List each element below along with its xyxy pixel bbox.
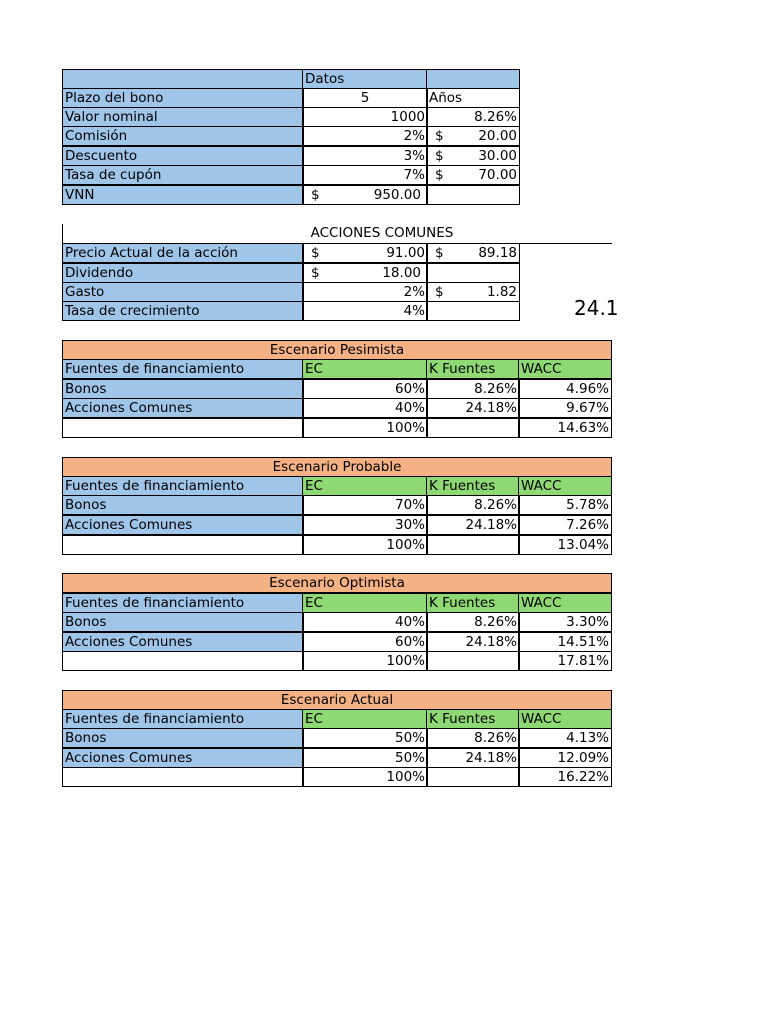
stock-label-gasto[interactable]: Gasto [62,282,304,302]
bond-extra-comision[interactable] [426,126,520,146]
bond-extra-plazo[interactable]: Años [426,88,520,108]
bond-value-plazo[interactable]: 5 [302,88,428,108]
stock-title: ACCIONES COMUNES [310,225,454,241]
currency-symbol: $ [435,167,444,183]
cell-ec[interactable]: 40% [302,612,428,632]
currency-symbol: $ [435,128,444,144]
total-wacc[interactable]: 13.04% [518,535,612,555]
cell-wacc[interactable]: 5.78% [518,495,612,515]
amount: 91.00 [386,245,425,261]
currency-symbol: $ [435,284,444,300]
cell-k[interactable]: 24.18% [426,748,520,768]
cell-k[interactable]: 8.26% [426,495,520,515]
cell-k[interactable]: 24.18% [426,515,520,535]
total-label-blank[interactable] [62,535,304,555]
col-header-k: K Fuentes [426,593,520,613]
stock-extra-dividendo[interactable] [426,263,520,283]
total-wacc[interactable]: 16.22% [518,767,612,787]
stock-extra-precio[interactable] [426,243,520,263]
currency-symbol: $ [311,245,320,261]
cell-k[interactable]: 24.18% [426,632,520,652]
currency-symbol: $ [435,148,444,164]
total-ec[interactable]: 100% [302,651,428,671]
amount: 20.00 [478,128,517,144]
total-ec[interactable]: 100% [302,535,428,555]
total-wacc[interactable]: 14.63% [518,418,612,438]
cell-k[interactable]: 24.18% [426,398,520,418]
bond-label-tasa-cupon[interactable]: Tasa de cupón [62,165,304,185]
col-header-k: K Fuentes [426,359,520,379]
bond-value-descuento[interactable]: 3% [302,146,428,166]
col-header-k: K Fuentes [426,476,520,496]
cell-wacc[interactable]: 12.09% [518,748,612,768]
stock-value-dividendo[interactable] [302,263,428,283]
col-header-wacc: WACC [518,709,612,729]
cell-wacc[interactable]: 4.13% [518,728,612,748]
scenario-title: Escenario Actual [62,690,612,710]
bond-label-valor-nominal[interactable]: Valor nominal [62,107,304,127]
cell-k[interactable]: 8.26% [426,728,520,748]
total-k-blank[interactable] [426,651,520,671]
col-header-ec: EC [302,593,428,613]
cell-ec[interactable]: 40% [302,398,428,418]
amount: 30.00 [478,148,517,164]
scenario-title: Escenario Pesimista [62,340,612,360]
amount: 950.00 [373,187,421,203]
amount: 89.18 [478,245,517,261]
bond-header-blank-2 [426,69,520,89]
stock-value-precio[interactable] [302,243,428,263]
bond-label-comision[interactable]: Comisión [62,126,304,146]
bond-header-blank [62,69,304,89]
bond-extra-tasa-cupon[interactable] [426,165,520,185]
row-label-acciones[interactable]: Acciones Comunes [62,515,304,535]
cost-of-equity-value[interactable]: 24.1 [574,296,619,320]
stock-label-dividendo[interactable]: Dividendo [62,263,304,283]
row-label-bonos[interactable]: Bonos [62,379,304,399]
row-label-acciones[interactable]: Acciones Comunes [62,398,304,418]
currency-symbol: $ [311,187,320,203]
col-header-ec: EC [302,476,428,496]
col-header-source: Fuentes de financiamiento [62,709,304,729]
bond-label-plazo[interactable]: Plazo del bono [62,88,304,108]
cell-ec[interactable]: 50% [302,748,428,768]
row-label-bonos[interactable]: Bonos [62,495,304,515]
left-border [62,224,63,244]
scenario-title: Escenario Optimista [62,573,612,593]
total-ec[interactable]: 100% [302,418,428,438]
amount: 18.00 [382,265,421,281]
amount: 1.82 [486,284,517,300]
currency-symbol: $ [435,245,444,261]
bond-value-comision[interactable]: 2% [302,126,428,146]
cell-wacc[interactable]: 14.51% [518,632,612,652]
row-label-acciones[interactable]: Acciones Comunes [62,632,304,652]
stock-label-crecimiento[interactable]: Tasa de crecimiento [62,301,304,321]
row-label-bonos[interactable]: Bonos [62,612,304,632]
total-wacc[interactable]: 17.81% [518,651,612,671]
col-header-source: Fuentes de financiamiento [62,476,304,496]
total-k-blank[interactable] [426,418,520,438]
cell-k[interactable]: 8.26% [426,379,520,399]
total-k-blank[interactable] [426,767,520,787]
col-header-source: Fuentes de financiamiento [62,593,304,613]
cell-ec[interactable]: 30% [302,515,428,535]
bond-value-tasa-cupon[interactable]: 7% [302,165,428,185]
col-header-wacc: WACC [518,359,612,379]
total-label-blank[interactable] [62,767,304,787]
cell-ec[interactable]: 60% [302,379,428,399]
cell-wacc[interactable]: 9.67% [518,398,612,418]
bond-value-valor-nominal[interactable]: 1000 [302,107,428,127]
bond-kd-rate[interactable]: 8.26% [426,107,520,127]
col-header-wacc: WACC [518,476,612,496]
amount: 70.00 [478,167,517,183]
cell-wacc[interactable]: 4.96% [518,379,612,399]
stock-value-gasto[interactable]: 2% [302,282,428,302]
cell-k[interactable]: 8.26% [426,612,520,632]
stock-extra-crecimiento[interactable] [426,301,520,321]
currency-symbol: $ [311,265,320,281]
row-label-bonos[interactable]: Bonos [62,728,304,748]
stock-value-crecimiento[interactable]: 4% [302,301,428,321]
cell-ec[interactable]: 50% [302,728,428,748]
total-ec[interactable]: 100% [302,767,428,787]
col-header-ec: EC [302,709,428,729]
stock-extra-gasto[interactable] [426,282,520,302]
cell-wacc[interactable]: 3.30% [518,612,612,632]
total-label-blank[interactable] [62,651,304,671]
bond-label-vnn[interactable]: VNN [62,185,304,205]
bond-extra-vnn[interactable] [426,185,520,205]
col-header-k: K Fuentes [426,709,520,729]
cell-wacc[interactable]: 7.26% [518,515,612,535]
cell-ec[interactable]: 70% [302,495,428,515]
total-label-blank[interactable] [62,418,304,438]
bond-value-vnn[interactable] [302,185,428,205]
bond-header-datos: Datos [302,69,428,89]
bond-extra-descuento[interactable] [426,146,520,166]
col-header-ec: EC [302,359,428,379]
col-header-wacc: WACC [518,593,612,613]
col-header-source: Fuentes de financiamiento [62,359,304,379]
bond-label-descuento[interactable]: Descuento [62,146,304,166]
total-k-blank[interactable] [426,535,520,555]
row-label-acciones[interactable]: Acciones Comunes [62,748,304,768]
stock-label-precio[interactable]: Precio Actual de la acción [62,243,304,263]
scenario-title: Escenario Probable [62,457,612,477]
cell-ec[interactable]: 60% [302,632,428,652]
